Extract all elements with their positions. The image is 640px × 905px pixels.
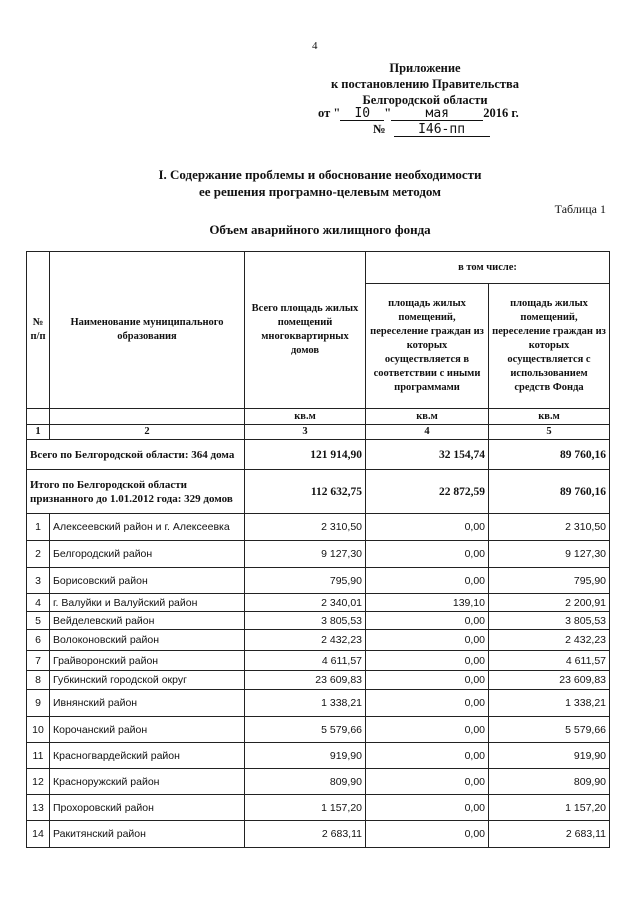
number-value: I46-пп [394,123,490,137]
table-row [27,612,610,630]
section-title-line1: I. Содержание проблемы и обоснование необходимости [158,167,482,182]
row-district-name: Красноружский район [50,769,245,795]
row-district-name: Грайворонский район [50,651,245,671]
row-total-area: 2 432,23 [245,630,366,651]
row-number: 13 [27,795,50,821]
row-fund-area: 2 432,23 [489,630,610,651]
col-number: 2 [50,425,245,440]
table-row [27,630,610,651]
row-fund-area: 4 611,57 [489,651,610,671]
unit-total: кв.м [245,409,366,425]
row-district-name: г. Валуйки и Валуйский район [50,594,245,612]
row-fund-area: 2 310,50 [489,514,610,541]
row-other-programs-area: 0,00 [366,690,489,717]
row-other-programs-area: 0,00 [366,717,489,743]
row-fund-area: 1 338,21 [489,690,610,717]
row-number: 8 [27,671,50,690]
row-number: 14 [27,821,50,848]
row-fund-area: 795,90 [489,568,610,594]
header-other-programs: площадь жилых помещений, переселение граждан из которых осуществляется в соответствии с иными программами [366,284,489,409]
table-row [27,594,610,612]
units-blank-num [27,409,50,425]
header-including: в том числе: [366,252,610,284]
row-total-area: 3 805,53 [245,612,366,630]
row-other-programs-area: 139,10 [366,594,489,612]
row-fund-area: 3 805,53 [489,612,610,630]
row-fund-area: 809,90 [489,769,610,795]
row-total-area: 1 338,21 [245,690,366,717]
table-row [27,514,610,541]
header-name: Наименование муниципального образования [50,252,245,409]
header-num: № п/п [27,252,50,409]
row-number: 6 [27,630,50,651]
table-row [27,671,610,690]
row-district-name: Прохоровский район [50,795,245,821]
row-total-area: 2 340,01 [245,594,366,612]
total-region-fund: 89 760,16 [489,440,610,470]
date-month: мая [391,107,483,121]
table-row [27,821,610,848]
row-other-programs-area: 0,00 [366,514,489,541]
appendix-resolution: к постановлению Правительства [330,77,520,91]
row-number: 4 [27,594,50,612]
total-emergency-other: 22 872,59 [366,470,489,514]
table-row [27,795,610,821]
row-total-area: 809,90 [245,769,366,795]
row-district-name: Алексеевский район и г. Алексеевка [50,514,245,541]
col-number: 1 [27,425,50,440]
col-number: 5 [489,425,610,440]
row-district-name: Красногвардейский район [50,743,245,769]
row-number: 2 [27,541,50,568]
row-number: 3 [27,568,50,594]
section-title-line2: ее решения програмно-целевым методом [198,184,442,199]
row-number: 7 [27,651,50,671]
col-number: 4 [366,425,489,440]
table-title: Объем аварийного жилищного фонда [209,222,431,237]
row-number: 9 [27,690,50,717]
row-total-area: 9 127,30 [245,541,366,568]
total-emergency-fund: 89 760,16 [489,470,610,514]
units-blank-name [50,409,245,425]
row-total-area: 4 611,57 [245,651,366,671]
row-total-area: 2 310,50 [245,514,366,541]
row-district-name: Вейделевский район [50,612,245,630]
date-day: I0 [340,107,384,121]
row-district-name: Корочанский район [50,717,245,743]
row-number: 1 [27,514,50,541]
resolution-date [318,106,519,121]
total-emergency-total: 112 632,75 [245,470,366,514]
total-region-row [27,440,610,470]
appendix-header [300,60,550,108]
number-sign: № [373,122,386,136]
resolution-number [373,122,490,137]
row-district-name: Белгородский район [50,541,245,568]
row-number: 12 [27,769,50,795]
total-emergency-label: Итого по Белгородской области признанного до 1.01.2012 года: 329 домов [27,470,245,514]
row-total-area: 919,90 [245,743,366,769]
row-fund-area: 23 609,83 [489,671,610,690]
row-other-programs-area: 0,00 [366,541,489,568]
total-region-label: Всего по Белгородской области: 364 дома [27,440,245,470]
page-number: 4 [312,40,318,52]
appendix-title: Приложение [389,61,461,75]
row-other-programs-area: 0,00 [366,769,489,795]
emergency-housing-table [26,251,610,848]
section-title [120,166,520,200]
row-total-area: 5 579,66 [245,717,366,743]
row-total-area: 1 157,20 [245,795,366,821]
row-total-area: 2 683,11 [245,821,366,848]
total-emergency-row [27,470,610,514]
table-row [27,568,610,594]
date-quote: " [384,106,392,120]
row-other-programs-area: 0,00 [366,671,489,690]
row-fund-area: 2 683,11 [489,821,610,848]
row-other-programs-area: 0,00 [366,821,489,848]
row-other-programs-area: 0,00 [366,630,489,651]
row-district-name: Ракитянский район [50,821,245,848]
appendix-region: Белгородской области [362,93,488,107]
row-total-area: 23 609,83 [245,671,366,690]
table-row [27,690,610,717]
date-prefix: от " [318,106,341,120]
row-number: 10 [27,717,50,743]
row-fund-area: 5 579,66 [489,717,610,743]
table-row [27,651,610,671]
col-number: 3 [245,425,366,440]
row-fund-area: 9 127,30 [489,541,610,568]
total-region-other: 32 154,74 [366,440,489,470]
header-fund: площадь жилых помещений, переселение граждан из которых осуществляется с использованием средств Фонда [489,284,610,409]
row-district-name: Ивнянский район [50,690,245,717]
row-fund-area: 919,90 [489,743,610,769]
row-other-programs-area: 0,00 [366,568,489,594]
header-total: Всего площадь жилых помещений многоквартирных домов [245,252,366,409]
table-row [27,717,610,743]
row-district-name: Борисовский район [50,568,245,594]
row-fund-area: 1 157,20 [489,795,610,821]
row-district-name: Волоконовский район [50,630,245,651]
table-row [27,769,610,795]
total-region-total: 121 914,90 [245,440,366,470]
row-other-programs-area: 0,00 [366,795,489,821]
table-label: Таблица 1 [554,202,606,216]
table-row [27,541,610,568]
row-other-programs-area: 0,00 [366,743,489,769]
row-fund-area: 2 200,91 [489,594,610,612]
table-row [27,743,610,769]
row-total-area: 795,90 [245,568,366,594]
row-district-name: Губкинский городской округ [50,671,245,690]
row-other-programs-area: 0,00 [366,651,489,671]
unit-fund: кв.м [489,409,610,425]
unit-other: кв.м [366,409,489,425]
date-year: 2016 г. [483,106,519,120]
row-number: 11 [27,743,50,769]
row-other-programs-area: 0,00 [366,612,489,630]
row-number: 5 [27,612,50,630]
